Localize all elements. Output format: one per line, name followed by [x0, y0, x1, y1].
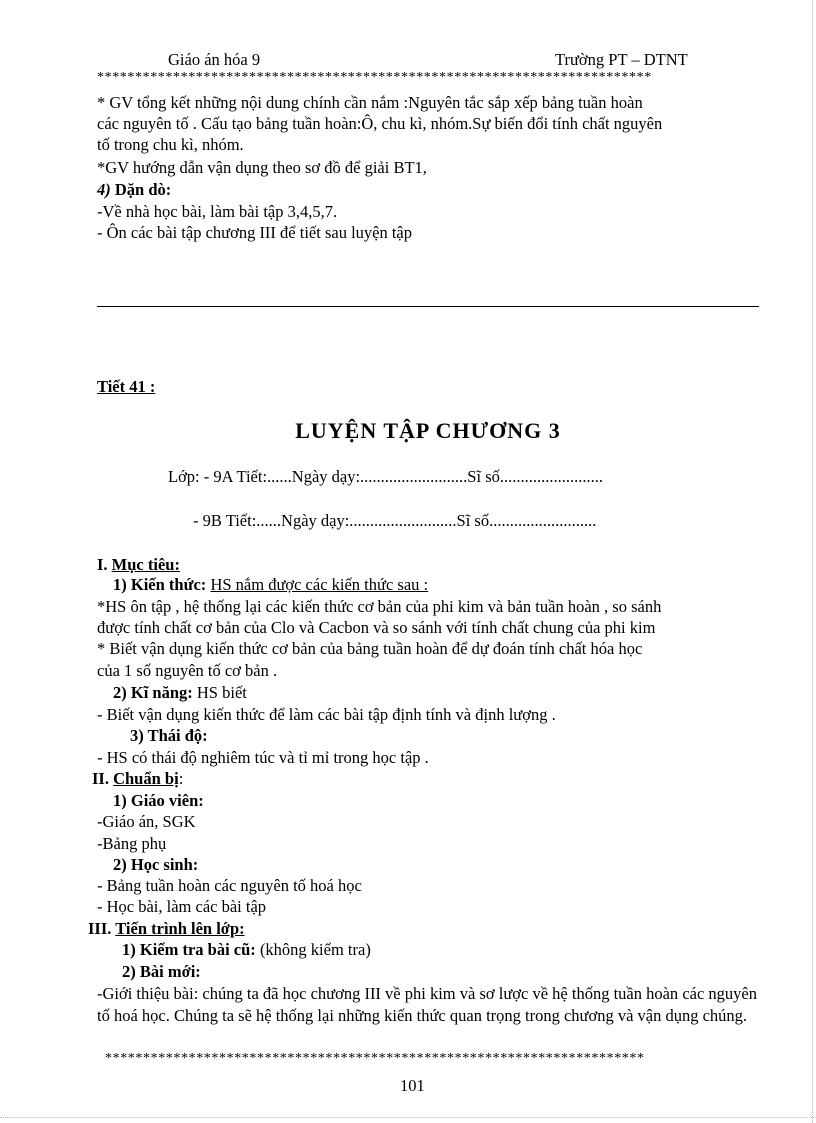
review-line [122, 940, 371, 960]
lesson-period: Tiết 41 : [97, 377, 156, 396]
prev-line-2: các nguyên tố . Cấu tạo bảng tuần hoàn:Ô, chu kì, nhóm.Sự biến đổi tính chất nguyên [97, 114, 663, 133]
header-stars: ************************************************************************* [97, 70, 652, 85]
prev-line-3: tố trong chu kì, nhóm. [97, 135, 244, 154]
lesson-title: LUYỆN TẬP CHƯƠNG 3 [295, 418, 561, 443]
homework-number: 4) [97, 180, 111, 199]
class-9b-line: - 9B Tiết:......Ngày dạy:..........................Sĩ số.......................... [193, 511, 597, 530]
skills-text: HS biết [192, 683, 247, 702]
review-text: (không kiểm tra) [255, 940, 371, 959]
prev-line-1: * GV tổng kết những nội dung chính cần nắm :Nguyên tắc sắp xếp bảng tuần hoàn [97, 93, 643, 112]
preparation-title: Chuẩn bị [113, 769, 179, 788]
objectives-title: Mục tiêu: [111, 555, 180, 574]
knowledge-text: HS nắm được các kiến thức sau : [210, 575, 429, 594]
knowledge-item-1a: *HS ôn tập , hệ thống lại các kiến thức cơ bản của phi kim và bản tuần hoàn , so sánh [97, 597, 662, 616]
page-right-edge [812, 0, 813, 1123]
teacher-item-1: -Giáo án, SGK [97, 812, 196, 831]
new-lesson-label: 2) Bài mới: [122, 962, 201, 981]
knowledge-line [113, 575, 428, 595]
prev-line-4: *GV hướng dẫn vận dụng theo sơ đồ để giải BT1, [97, 158, 427, 177]
objectives-heading [97, 555, 180, 575]
homework-label: Dặn dò: [114, 180, 172, 199]
preparation-colon: : [178, 769, 184, 788]
procedure-heading [88, 919, 245, 939]
attitude-label: 3) Thái độ: [130, 726, 208, 745]
preparation-heading [92, 769, 183, 789]
student-label: 2) Học sinh: [113, 855, 199, 874]
skills-label: 2) Kĩ năng: [113, 683, 193, 702]
student-item-2: - Học bài, làm các bài tập [97, 897, 267, 916]
teacher-label: 1) Giáo viên: [113, 791, 204, 810]
footer-stars: *********************************************************************** [105, 1051, 645, 1066]
header-right: Trường PT – DTNT [555, 50, 688, 69]
attitude-item: - HS có thái độ nghiêm túc và tỉ mỉ trong học tập . [97, 748, 429, 767]
knowledge-item-2b: của 1 số nguyên tố cơ bản . [97, 661, 278, 680]
skills-line [113, 683, 247, 703]
preparation-number: II. [92, 769, 109, 788]
procedure-number: III. [88, 919, 112, 938]
knowledge-item-1b: được tính chất cơ bản của Clo và Cacbon và so sánh với tính chất chung của phi kim [97, 618, 656, 637]
knowledge-item-2a: * Biết vận dụng kiến thức cơ bản của bảng tuần hoàn để dự đoán tính chất hóa học [97, 639, 643, 658]
page-number: 101 [400, 1076, 425, 1095]
review-label: 1) Kiểm tra bài cũ: [122, 940, 256, 959]
homework-heading [97, 180, 171, 200]
skills-item: - Biết vận dụng kiến thức để làm các bài tập định tính và định lượng . [97, 705, 556, 724]
section-divider [97, 306, 759, 307]
page-bottom-edge [0, 1117, 816, 1118]
header-left: Giáo án hóa 9 [168, 50, 261, 69]
teacher-item-2: -Bảng phụ [97, 834, 167, 853]
procedure-title: Tiến trình lên lớp: [115, 919, 245, 938]
knowledge-label: 1) Kiến thức: [113, 575, 211, 594]
intro-paragraph: -Giới thiệu bài: chúng ta đã học chương III về phi kim và sơ lược về hệ thống tuần hoàn các nguyên tố hoá học. Chúng ta sẽ hệ thống lại những kiến thức quan trọng trong chương và vận dụng chúng. [97, 984, 757, 1025]
homework-item-2: - Ôn các bài tập chương III để tiết sau luyện tập [97, 223, 413, 242]
objectives-number: I. [97, 555, 108, 574]
class-9a-line: Lớp: - 9A Tiết:......Ngày dạy:..........................Sĩ số......................... [168, 467, 603, 486]
student-item-1: - Bảng tuần hoàn các nguyên tố hoá học [97, 876, 362, 895]
homework-item-1: -Về nhà học bài, làm bài tập 3,4,5,7. [97, 202, 338, 221]
